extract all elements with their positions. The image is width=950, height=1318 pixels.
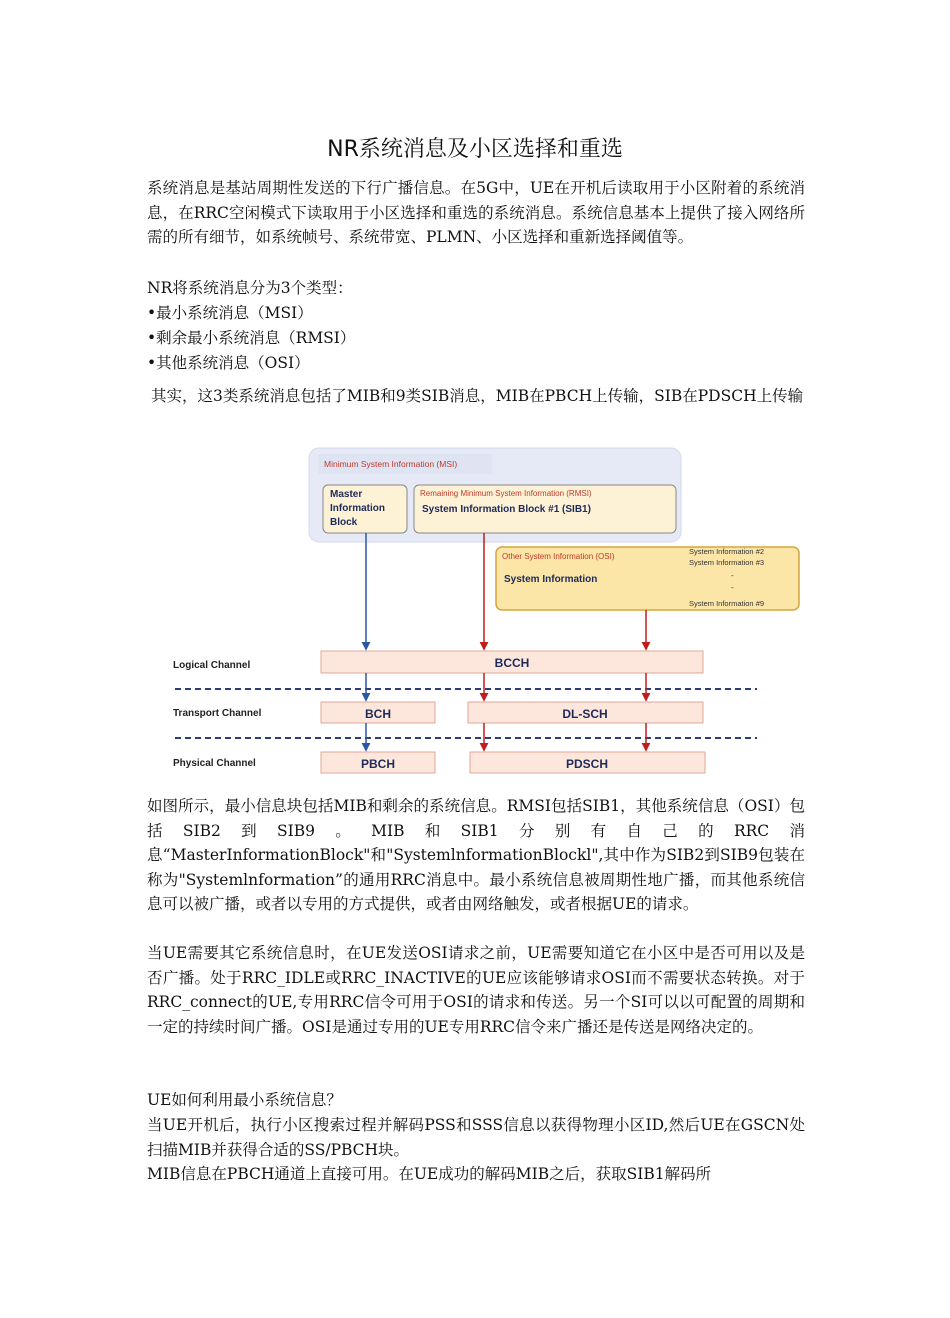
- msi-label: Minimum System Information (MSI): [324, 459, 458, 469]
- si-2: System Information #2: [689, 547, 765, 556]
- si-9: System Information #9: [689, 599, 765, 608]
- si-dash-1: -: [731, 571, 734, 580]
- dlsch-label: DL-SCH: [562, 707, 608, 721]
- logical-channel-label: Logical Channel: [173, 660, 251, 671]
- pbch-label: PBCH: [360, 757, 396, 771]
- osi-label: Other System Information (OSI): [502, 552, 615, 561]
- sib1-label: System Information Block #1 (SIB1): [422, 504, 591, 515]
- intro-paragraph: 系统消息是基站周期性发送的下行广播信息。在5G中，UE在开机后读取用于小区附着的系统消息，在RRC空闲模式下读取用于小区选择和重选的系统消息。系统信息基本上提供了接入网络所需的所有细节，如系统帧号、系统带宽、PLMN、小区选择和重新选择阈值等。: [147, 179, 805, 246]
- si-dash-2: -: [731, 583, 734, 592]
- mib-label-3: Block: [330, 517, 358, 528]
- pdsch-label: PDSCH: [565, 757, 609, 771]
- bcch-label: BCCH: [494, 656, 530, 670]
- mib-label-2: Information: [330, 503, 385, 514]
- section-question: UE如何利用最小系统信息？: [147, 1091, 342, 1109]
- bullet-rmsi: •剩余最小系统消息（RMSI）: [147, 329, 356, 347]
- body-paragraph-1: 如图所示，最小信息块包括MIB和剩余的系统信息。RMSI包括SIB1，其他系统信息（OSI）包括SIB2到SIB9。MIB和SIB1分别有自己的RRC消息“MasterInformationBlock"和"SystemlnformationBlockl",其中作为SIB2到SIB9包装在称为"Systemlnformation”的通用RRC消息中。最小系统信息被周期性地广播，而其他系统信息可以被广播，或者以专用的方式提供，或者由网络触发，或者根据UE的请求。: [147, 797, 805, 913]
- body-paragraph-4: MIB信息在PBCH通道上直接可用。在UE成功的解码MIB之后，获取SIB1解码所: [147, 1165, 712, 1183]
- page-title: NR系统消息及小区选择和重选: [327, 137, 623, 162]
- bch-label: BCH: [365, 707, 391, 721]
- body-paragraph-3: 当UE开机后，执行小区搜索过程并解码PSS和SSS信息以获得物理小区ID,然后UE在GSCN处扫描MIB并获得合适的SS/PBCH块。: [147, 1116, 805, 1159]
- body-paragraph-2: 当UE需要其它系统信息时，在UE发送OSI请求之前，UE需要知道它在小区中是否可用以及是否广播。处于RRC_IDLE或RRC_INACTIVE的UE应该能够请求OSI而不需要状态转换。对于RRC_connect的UE,专用RRC信令可用于OSI的请求和传送。另一个SI可以以可配置的周期和一定的持续时间广播。OSI是通过专用的UE专用RRC信令来广播还是传送是网络决定的。: [147, 944, 805, 1036]
- bullet-osi: •其他系统消息（OSI）: [147, 354, 310, 372]
- rmsi-label: Remaining Minimum System Information (RMSI): [420, 489, 592, 498]
- si-label: System Information: [504, 574, 598, 585]
- bullet-msi: •最小系统消息（MSI）: [147, 304, 313, 322]
- transport-channel-label: Transport Channel: [173, 708, 262, 719]
- si-3: System Information #3: [689, 558, 765, 567]
- physical-channel-label: Physical Channel: [173, 758, 256, 769]
- mib-label-1: Master: [330, 489, 363, 500]
- cropped-paragraph-text: 其实，这3类系统消息包括了MIB和9类SIB消息，MIB在PBCH上传输，SIB在PDSCH上传输: [151, 387, 804, 405]
- intro-types-line: NR将系统消息分为3个类型：: [147, 279, 353, 297]
